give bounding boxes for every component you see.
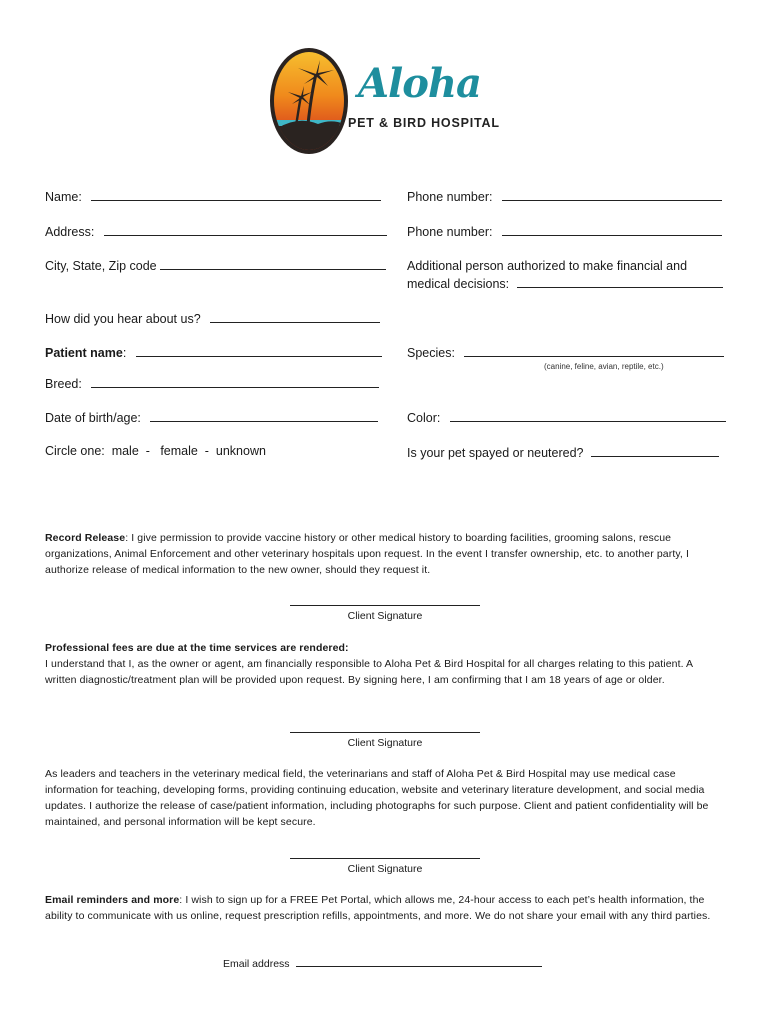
patient-name-line: [136, 344, 382, 357]
logo-subtitle: PET & BIRD HOSPITAL: [348, 116, 500, 130]
record-release-paragraph: [45, 530, 725, 578]
spayed-neutered-label: Is your pet spayed or neutered?: [407, 446, 584, 460]
city-state-zip-line: [160, 257, 386, 270]
name-line: [91, 188, 381, 201]
signature-block-3[interactable]: [290, 858, 480, 875]
leaders-paragraph: As leaders and teachers in the veterinary medical field, the veterinarians and staff of Aloha Pet & Bird Hospital may use medical case information for teaching, developing forms, providing continuing education, website and veterinary literature development, and social media updates. I authorize the release of case/patient information, including photographs for such purpose. Client and patient confidentiality will be maintained, and personal information will be kept secure.: [45, 768, 709, 828]
hear-about-us-line: [210, 310, 380, 323]
phone-number-label-1: Phone number:: [407, 190, 493, 204]
logo: [268, 46, 508, 158]
city-state-zip-field[interactable]: [45, 257, 386, 273]
signature-line-2: [290, 732, 480, 733]
fees-text: I understand that I, as the owner or agent, am financially responsible to Aloha Pet & Bird Hospital for all charges relating to this patient. A written diagnostic/treatment plan will be provided upon request. By signing here, I am confirming that I am 18 years of age or older.: [45, 658, 693, 686]
species-hint: (canine, feline, avian, reptile, etc.): [544, 362, 664, 371]
additional-person-line: [517, 275, 723, 288]
record-release-heading: Record Release: [45, 532, 126, 544]
signature-label-1: Client Signature: [347, 610, 423, 622]
dob-line: [150, 409, 378, 422]
signature-label-3: Client Signature: [347, 863, 423, 875]
hear-about-us-field[interactable]: [45, 310, 380, 326]
dob-field[interactable]: [45, 409, 378, 425]
email-address-field[interactable]: [223, 956, 542, 970]
email-text: : I wish to sign up for a FREE Pet Portal, which allows me, 24-hour access to each pet’s health information, the ability to communicate with us online, request prescription refills, appointments, and more. We do not share your email with any third parties.: [45, 894, 711, 922]
fees-heading: Professional fees are due at the time services are rendered:: [45, 642, 349, 654]
phone-number-label-2: Phone number:: [407, 225, 493, 239]
sex-options-label: Circle one: male - female - unknown: [45, 444, 266, 458]
address-label: Address:: [45, 225, 95, 239]
additional-person-label-2: medical decisions:: [407, 277, 510, 291]
breed-line: [91, 375, 379, 388]
address-line: [104, 223, 387, 236]
breed-field[interactable]: [45, 375, 379, 391]
patient-name-colon: :: [122, 346, 127, 360]
color-line: [450, 409, 726, 422]
record-release-text: : I give permission to provide vaccine history or other medical history to boarding facilities, grooming salons, rescue organizations, Animal Enforcement and other veterinary hospitals upon request. In the event I transfer ownership, etc. to another party, I authorize release of medical information to the new owner, should they request it.: [45, 532, 689, 576]
breed-label: Breed:: [45, 377, 82, 391]
hear-about-us-label: How did you hear about us?: [45, 312, 201, 326]
species-line: [464, 344, 724, 357]
logo-wordmark: Aloha: [358, 60, 481, 107]
phone-number-line-1: [502, 188, 722, 201]
spayed-neutered-line: [591, 444, 719, 457]
signature-line-3: [290, 858, 480, 859]
color-label: Color:: [407, 411, 441, 425]
patient-name-field[interactable]: [45, 344, 382, 360]
spayed-neutered-field[interactable]: [407, 444, 719, 460]
email-address-line: [296, 956, 542, 967]
additional-person-label-1: Additional person authorized to make financial and: [407, 259, 688, 273]
city-state-zip-label: City, State, Zip code: [45, 259, 157, 273]
address-field[interactable]: [45, 223, 387, 239]
phone-number-field-1[interactable]: [407, 188, 722, 204]
patient-name-label: Patient name: [45, 346, 123, 360]
sex-circle-one[interactable]: [45, 444, 266, 458]
email-address-label: Email address: [223, 958, 290, 970]
additional-person-field[interactable]: [407, 257, 723, 293]
signature-block-1[interactable]: [290, 605, 480, 622]
signature-label-2: Client Signature: [347, 737, 423, 749]
palm-tree-sunset-logo-icon: [268, 46, 350, 156]
signature-block-2[interactable]: [290, 732, 480, 749]
email-heading: Email reminders and more: [45, 894, 180, 906]
email-paragraph: [45, 892, 725, 924]
species-field[interactable]: [407, 344, 724, 360]
color-field[interactable]: [407, 409, 726, 425]
fees-paragraph: [45, 640, 725, 688]
dob-label: Date of birth/age:: [45, 411, 141, 425]
name-field[interactable]: [45, 188, 381, 204]
phone-number-field-2[interactable]: [407, 223, 722, 239]
name-label: Name:: [45, 190, 82, 204]
signature-line-1: [290, 605, 480, 606]
phone-number-line-2: [502, 223, 722, 236]
species-label: Species:: [407, 346, 455, 360]
